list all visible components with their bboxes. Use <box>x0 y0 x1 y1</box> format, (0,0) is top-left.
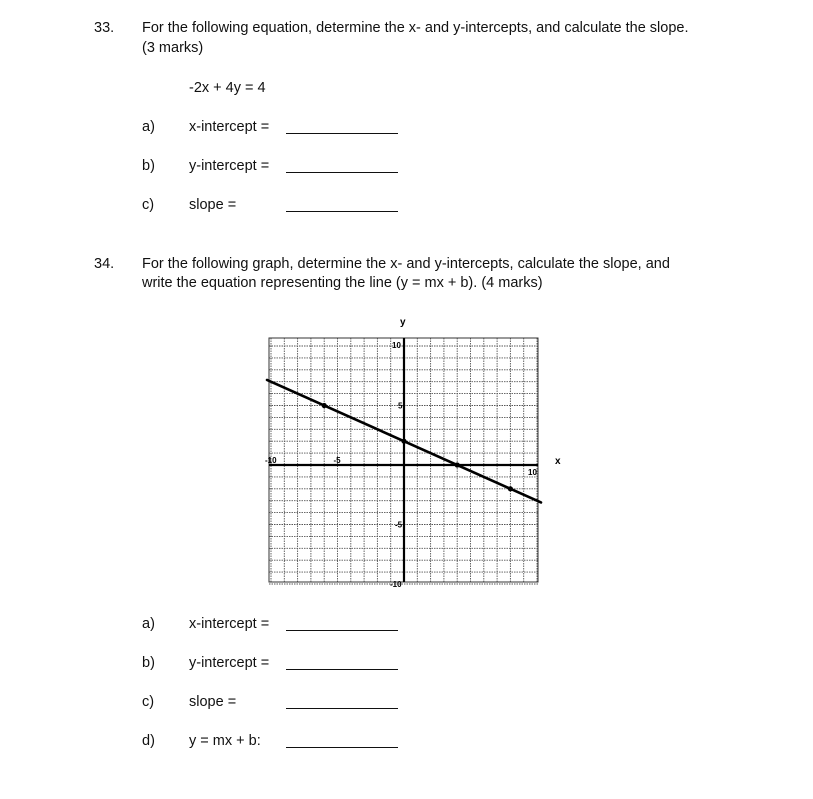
line-point <box>322 403 327 408</box>
q34-a-label: x-intercept = <box>189 616 270 632</box>
q34-b-label: y-intercept = <box>189 655 270 671</box>
q34-a-answer-blank[interactable] <box>286 630 398 631</box>
y-tick-label: -10 <box>390 580 402 589</box>
q34-prompt-line2: write the equation representing the line (y = mx + b). (4 marks) <box>142 275 543 291</box>
q33-b-answer-blank[interactable] <box>286 172 398 173</box>
q33-prompt-line2: (3 marks) <box>142 40 204 56</box>
y-tick-label: 10 <box>392 341 401 350</box>
q34-a-letter: a) <box>142 616 155 632</box>
q34-d-label: y = mx + b: <box>189 733 261 749</box>
q34-d-letter: d) <box>142 733 155 749</box>
q34-c-answer-blank[interactable] <box>286 708 398 709</box>
q34-prompt-line1: For the following graph, determine the x- and y-intercepts, calculate the slope, and <box>142 256 670 272</box>
q33-number: 33. <box>94 20 115 36</box>
q33-c-letter: c) <box>142 197 155 213</box>
q33-b-label: y-intercept = <box>189 158 270 174</box>
y-tick-label: -5 <box>395 520 403 530</box>
x-axis-label: x <box>555 456 561 467</box>
y-axis-label: y <box>400 317 406 328</box>
line-point <box>401 439 406 444</box>
q34-d-answer-blank[interactable] <box>286 747 398 748</box>
q33-c-answer-blank[interactable] <box>286 211 398 212</box>
q33-a-letter: a) <box>142 119 155 135</box>
coordinate-graph <box>0 310 813 620</box>
q34-number: 34. <box>94 256 115 272</box>
q33-equation: -2x + 4y = 4 <box>189 80 266 96</box>
x-tick-label: -5 <box>333 456 341 465</box>
x-tick-label: -10 <box>265 456 277 465</box>
q33-prompt-line1: For the following equation, determine the x- and y-intercepts, and calculate the slope. <box>142 20 689 36</box>
line-point <box>455 462 460 467</box>
line-point <box>508 486 513 491</box>
q34-b-answer-blank[interactable] <box>286 669 398 670</box>
q33-a-label: x-intercept = <box>189 119 270 135</box>
q33-a-answer-blank[interactable] <box>286 133 398 134</box>
q34-b-letter: b) <box>142 655 155 671</box>
y-tick-label: 5 <box>398 401 403 411</box>
x-tick-label: 10 <box>528 468 537 477</box>
q34-c-label: slope = <box>189 694 237 710</box>
q33-b-letter: b) <box>142 158 155 174</box>
q33-c-label: slope = <box>189 197 237 213</box>
q34-c-letter: c) <box>142 694 155 710</box>
